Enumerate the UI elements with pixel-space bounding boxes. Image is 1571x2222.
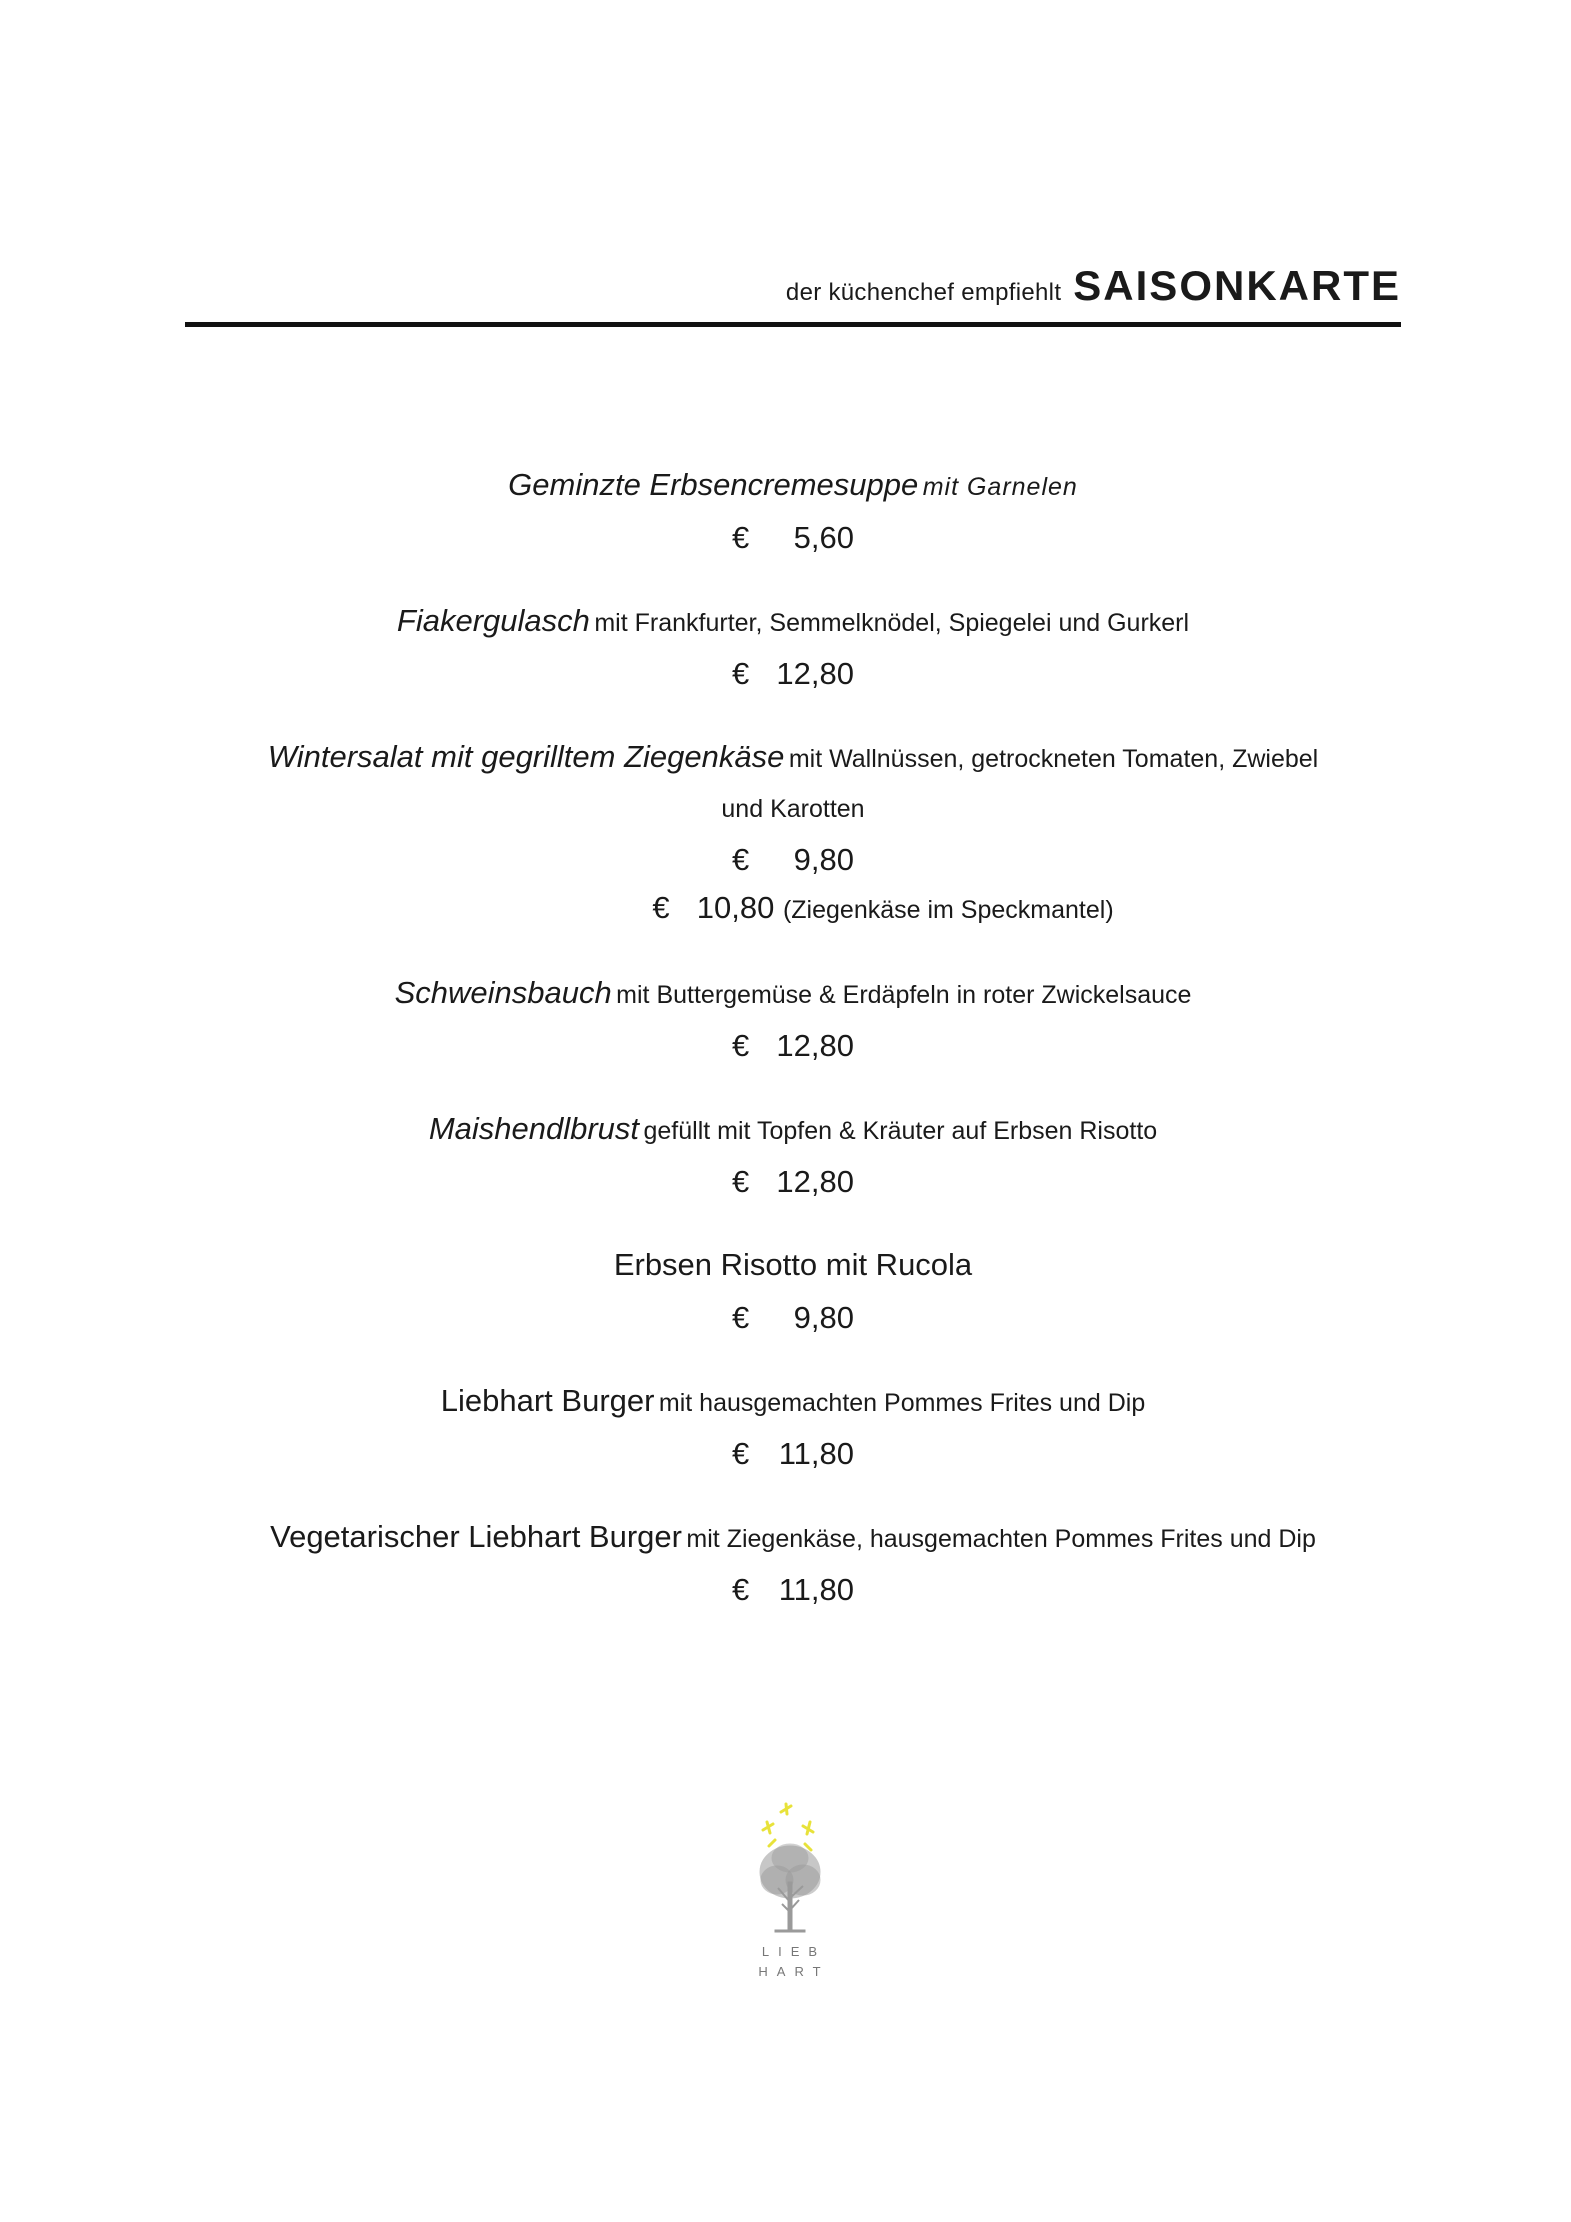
price-note: (Ziegenkäse im Speckmantel) — [782, 896, 1114, 924]
menu-list — [200, 462, 1386, 1650]
menu-item — [200, 1242, 1386, 1342]
currency-symbol: € — [732, 842, 750, 877]
currency-symbol: € — [732, 1028, 750, 1063]
dish-price — [200, 1022, 1386, 1070]
currency-symbol: € — [732, 1572, 750, 1607]
currency-symbol: € — [732, 1164, 750, 1199]
price-amount: 12,80 — [776, 656, 854, 691]
header-title: SAISONKARTE — [1073, 262, 1401, 309]
dish-name: Vegetarischer Liebhart Burger — [270, 1519, 682, 1554]
price-amount: 9,80 — [793, 1300, 854, 1335]
page-header — [185, 262, 1401, 310]
currency-symbol: € — [732, 1436, 750, 1471]
dish-price — [200, 650, 1386, 698]
dish-price — [200, 836, 1386, 884]
menu-item — [200, 462, 1386, 562]
dish-description: gefüllt mit Topfen & Kräuter auf Erbsen Risotto — [643, 1117, 1158, 1145]
menu-item — [200, 1514, 1386, 1614]
liebhart-logo — [745, 1802, 835, 1992]
dish-price — [200, 1566, 1386, 1614]
dish-name: Erbsen Risotto mit Rucola — [613, 1247, 973, 1282]
dish-name: Maishendlbrust — [428, 1111, 640, 1146]
price-amount: 11,80 — [778, 1572, 854, 1607]
dish-name: Fiakergulasch — [396, 603, 590, 638]
menu-item — [200, 970, 1386, 1070]
dish-description: mit Buttergemüse & Erdäpfeln in roter Zwickelsauce — [616, 981, 1192, 1009]
dish-description: mit Ziegenkäse, hausgemachten Pommes Frites und Dip — [686, 1525, 1316, 1553]
price-amount: 12,80 — [776, 1028, 854, 1063]
dish-description-continued: und Karotten — [721, 795, 865, 823]
header-subtitle: der küchenchef empfiehlt — [785, 279, 1062, 306]
price-amount: 9,80 — [793, 842, 854, 877]
dish-description: mit Wallnüssen, getrockneten Tomaten, Zwiebel — [788, 745, 1319, 773]
price-amount: 5,60 — [793, 520, 854, 555]
price-amount: 11,80 — [778, 1436, 854, 1471]
menu-item — [200, 1106, 1386, 1206]
dish-name: Schweinsbauch — [394, 975, 612, 1010]
header-divider — [185, 322, 1401, 327]
dish-price — [200, 514, 1386, 562]
currency-symbol: € — [652, 890, 670, 925]
dish-price — [200, 1294, 1386, 1342]
price-amount: 12,80 — [776, 1164, 854, 1199]
tree-with-birds-icon — [745, 1802, 835, 1942]
dish-price-variant — [290, 884, 1476, 934]
dish-name: Wintersalat mit gegrilltem Ziegenkäse — [267, 739, 785, 774]
dish-description: mit Frankfurter, Semmelknödel, Spiegelei und Gurkerl — [594, 609, 1190, 637]
dish-price — [200, 1430, 1386, 1478]
dish-price — [200, 1158, 1386, 1206]
dish-name: Liebhart Burger — [440, 1383, 655, 1418]
currency-symbol: € — [732, 656, 750, 691]
dish-description: mit Garnelen — [922, 473, 1078, 501]
menu-item — [200, 598, 1386, 698]
logo-wordmark-line2: HART — [758, 1964, 830, 1979]
menu-item — [200, 734, 1386, 934]
menu-item — [200, 1378, 1386, 1478]
price-amount: 10,80 — [696, 890, 775, 925]
dish-description: mit hausgemachten Pommes Frites und Dip — [658, 1389, 1146, 1417]
currency-symbol: € — [732, 520, 750, 555]
currency-symbol: € — [732, 1300, 750, 1335]
dish-name: Geminzte Erbsencremesuppe — [508, 467, 919, 502]
logo-wordmark-line1: LIEB — [761, 1944, 827, 1959]
